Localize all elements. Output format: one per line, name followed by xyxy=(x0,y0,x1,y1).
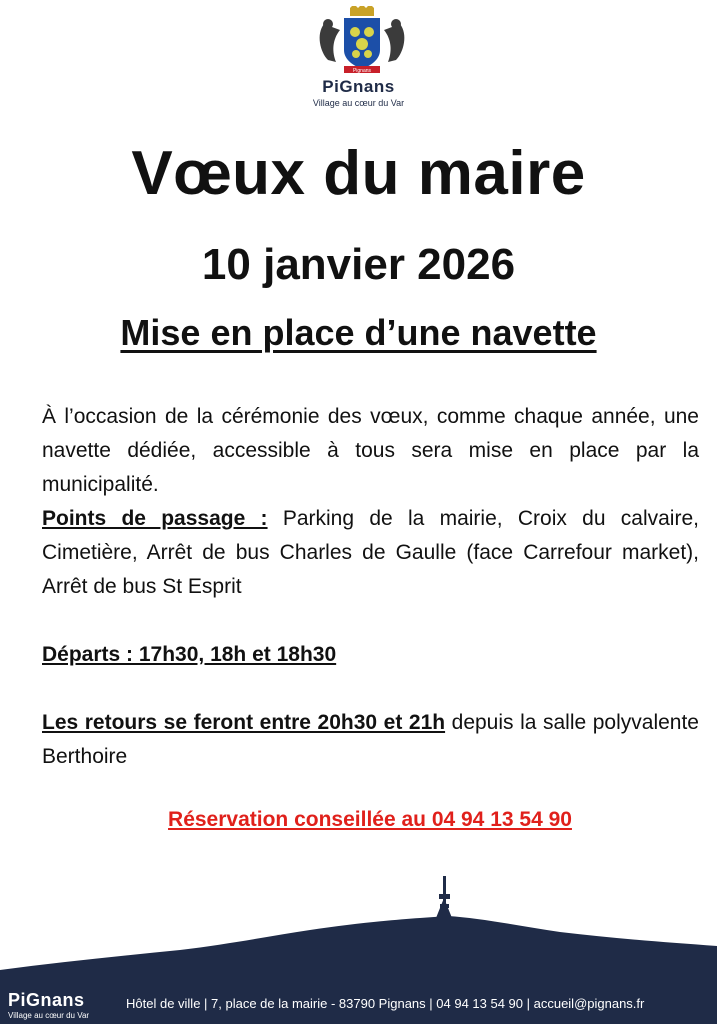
footer-brand-name: PiGnans xyxy=(8,990,85,1010)
intro-paragraph: À l’occasion de la cérémonie des vœux, comme chaque année, une navette dédiée, accessible à tous sera mise en place par la municipalité. xyxy=(42,405,699,496)
departures-text: Départs : 17h30, 18h et 18h30 xyxy=(42,643,337,666)
reservation-notice: Réservation conseillée au 04 94 13 54 90 xyxy=(168,808,572,831)
event-date: 10 janvier 2026 xyxy=(201,240,516,289)
brand-name: PiGnans xyxy=(322,77,395,96)
brand-tagline: Village au cœur du Var xyxy=(312,98,405,108)
stops-paragraph xyxy=(42,502,699,604)
subtitle-text: Mise en place d’une navette xyxy=(120,312,597,353)
crest-banner-label: Pignans xyxy=(352,68,372,74)
stops-list: Parking de la mairie, Croix du calvaire, Cimetière, Arrêt de bus Charles de Gaulle (face Carrefour market), Arrêt de bus St Esprit xyxy=(42,507,699,598)
footer-contact-info: Hôtel de ville | 7, place de la mairie - 83790 Pignans | 04 94 13 54 90 | accueil@pignans.fr xyxy=(126,996,645,1011)
departures-paragraph xyxy=(42,638,699,672)
returns-paragraph xyxy=(42,706,699,774)
poster-title: Vœux du maire xyxy=(131,139,586,208)
poster-subtitle xyxy=(0,312,717,354)
coat-of-arms-logo xyxy=(314,6,410,76)
footer-brand-tagline: Village au cœur du Var xyxy=(8,1011,90,1020)
returns-label: Les retours se feront entre 20h30 et 21h xyxy=(42,711,446,734)
stops-label: Points de passage : xyxy=(42,507,268,530)
returns-location: depuis la salle polyvalente Berthoire xyxy=(42,711,699,768)
